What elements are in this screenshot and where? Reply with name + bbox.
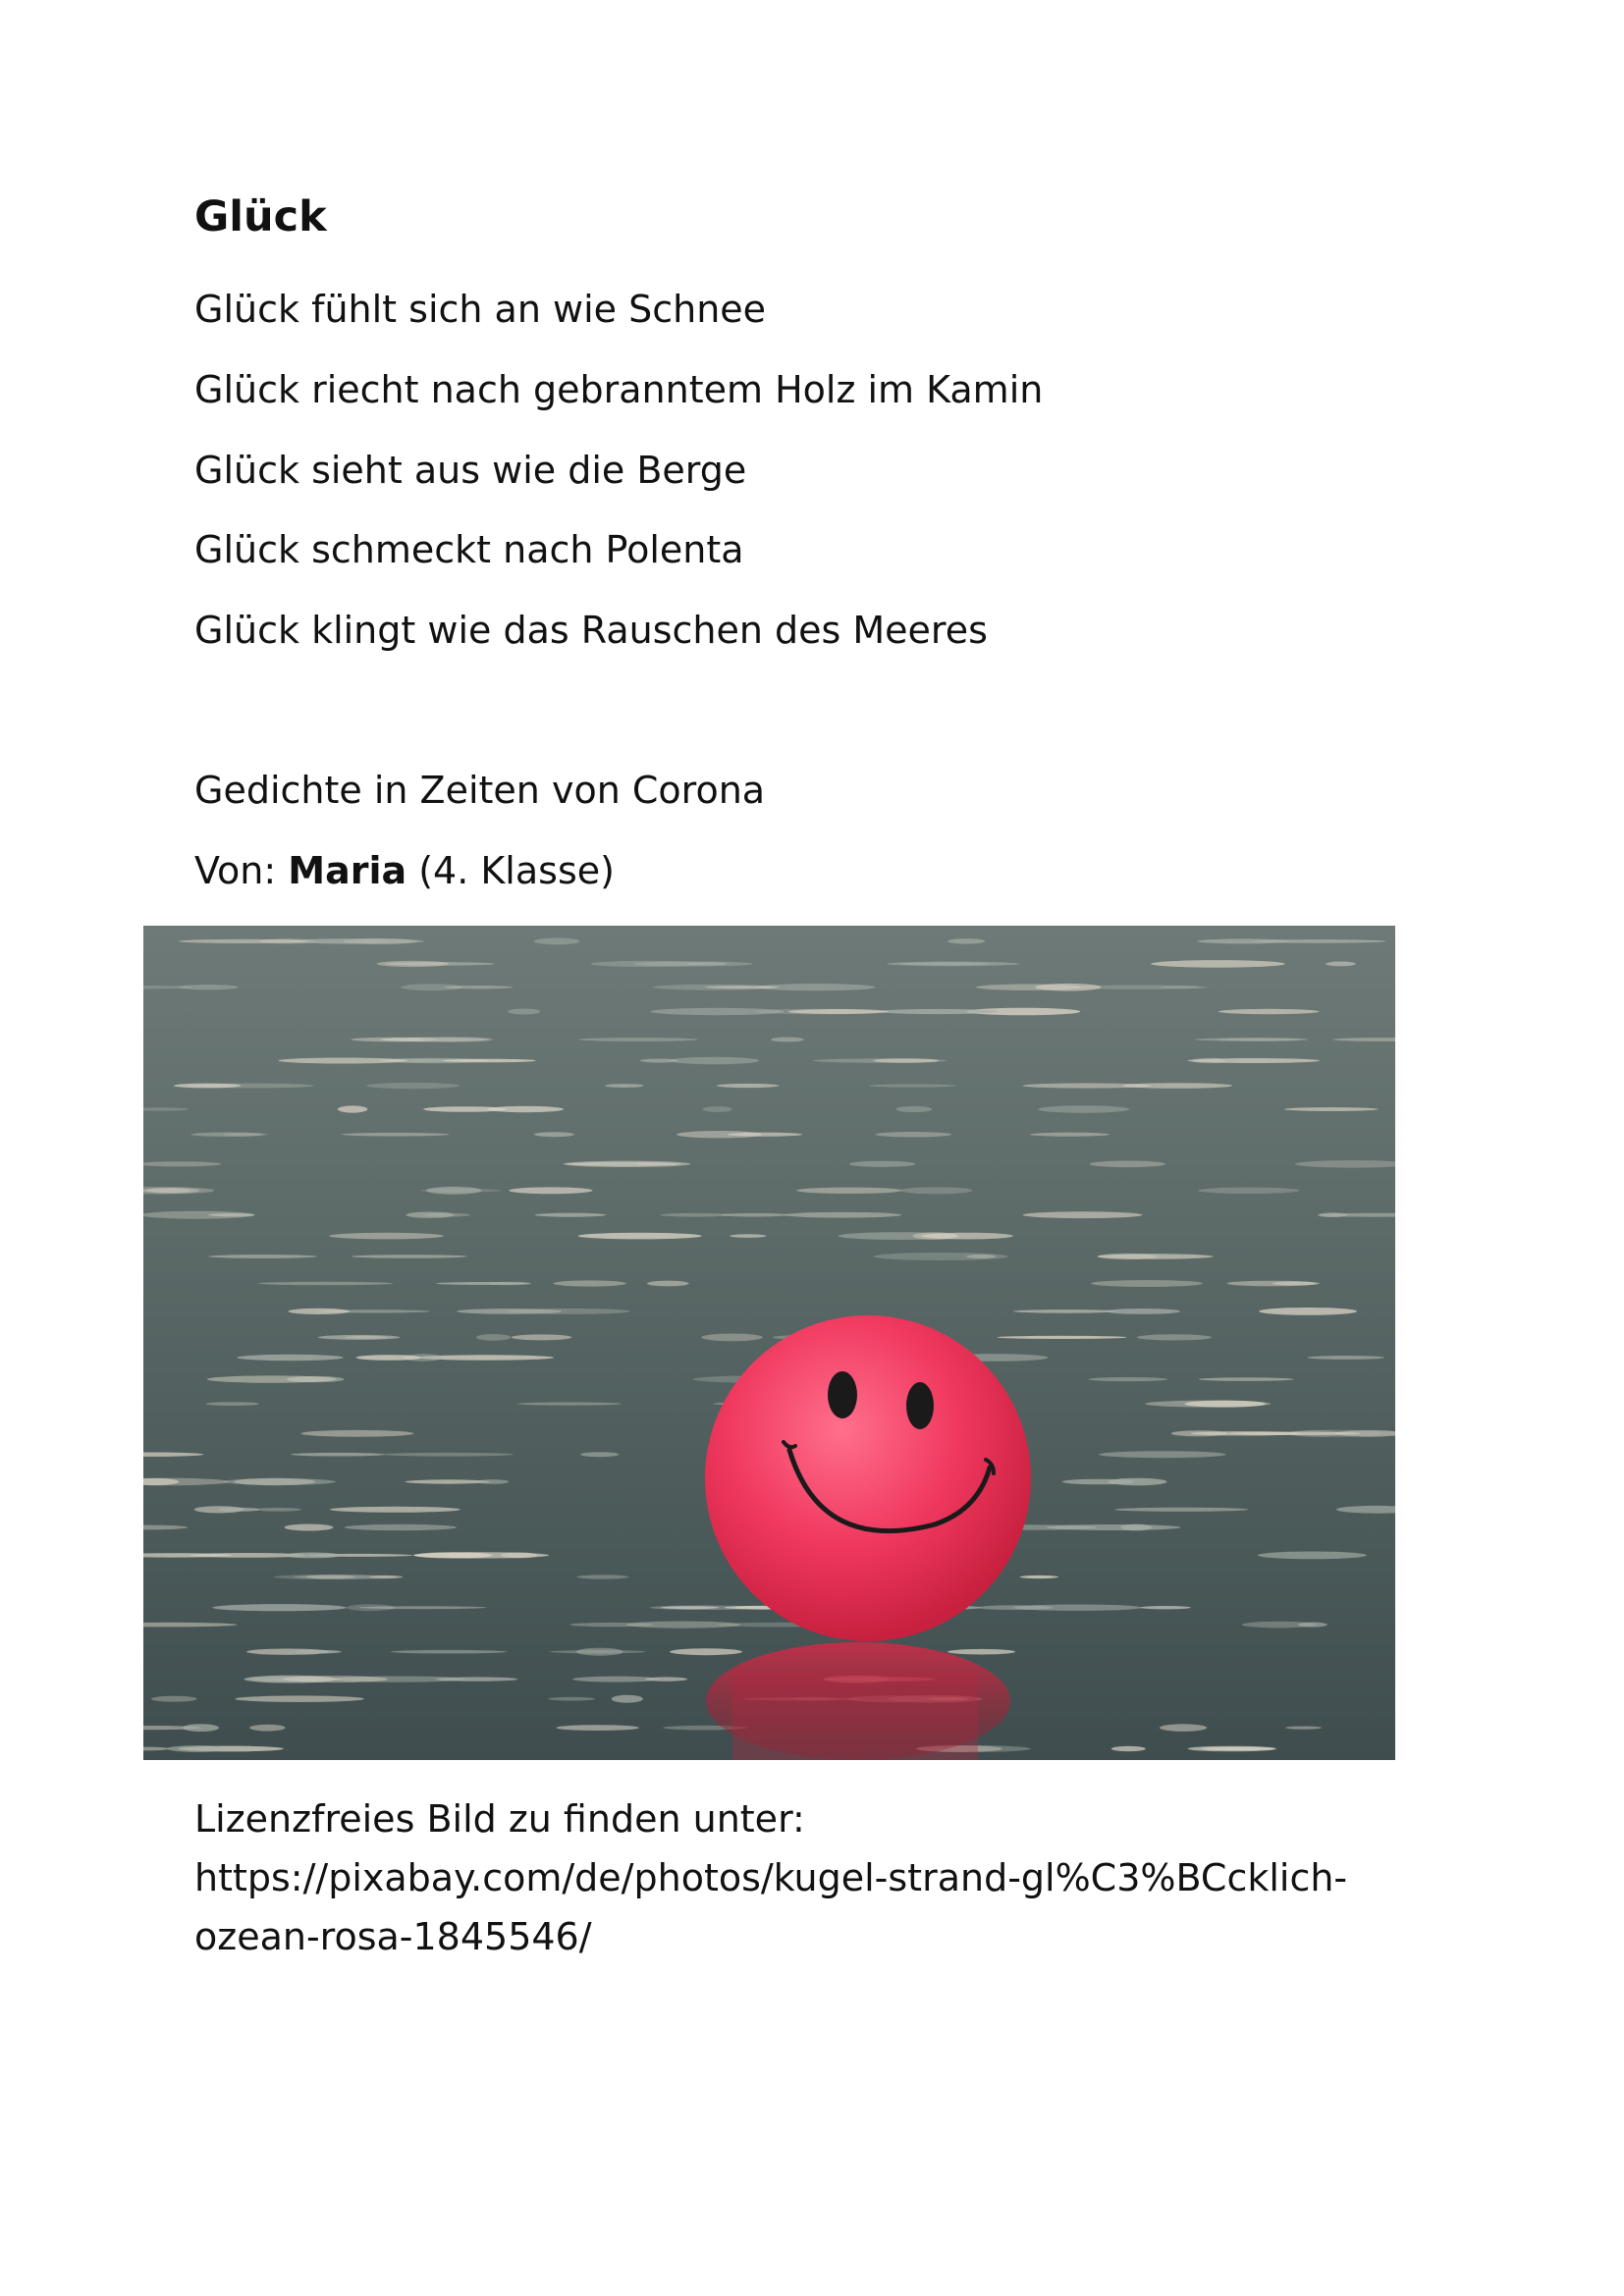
foam-streak <box>722 1213 787 1217</box>
image-credit-label: Lizenzfreies Bild zu finden unter: <box>194 1797 805 1841</box>
foam-streak <box>1188 1058 1320 1063</box>
foam-streak <box>352 1255 467 1258</box>
foam-streak <box>1307 1356 1384 1360</box>
foam-streak <box>289 1308 351 1314</box>
foam-streak <box>345 1336 388 1339</box>
image-credit-url: https://pixabay.com/de/photos/kugel-strand-gl%C3%BCcklich- <box>194 1856 1348 1899</box>
foam-streak <box>612 1695 643 1703</box>
foam-streak <box>174 1084 242 1089</box>
foam-streak <box>947 1649 1015 1655</box>
foam-streak <box>534 938 580 945</box>
foam-streak <box>535 1213 607 1217</box>
foam-streak <box>423 1106 507 1112</box>
foam-streak <box>578 1233 702 1240</box>
foam-streak <box>895 1106 932 1112</box>
foam-streak <box>420 1189 501 1192</box>
foam-streak <box>1030 1133 1110 1137</box>
foam-streak <box>1089 1377 1167 1381</box>
foam-streak <box>295 1650 342 1654</box>
foam-streak <box>1242 1622 1317 1629</box>
foam-streak <box>391 1650 508 1654</box>
foam-streak <box>1188 1746 1276 1752</box>
foam-streak <box>329 1233 444 1240</box>
foam-streak <box>873 1058 939 1063</box>
poem-title: Glück <box>194 192 327 241</box>
foam-streak <box>1137 1334 1212 1340</box>
foam-streak <box>1023 1211 1143 1218</box>
foam-streak <box>508 1009 540 1015</box>
foam-streak <box>553 1280 625 1286</box>
foam-streak <box>921 1233 1012 1240</box>
foam-streak <box>1140 1606 1190 1609</box>
foam-streak <box>358 1606 486 1609</box>
foam-streak <box>255 1508 301 1512</box>
foam-streak <box>476 1334 511 1341</box>
foam-streak <box>869 1084 956 1087</box>
foam-streak <box>879 1009 998 1014</box>
foam-streak <box>1013 1309 1117 1313</box>
smiley-ball <box>705 1315 1031 1641</box>
foam-streak <box>342 1133 450 1137</box>
foam-streak <box>1091 1280 1203 1287</box>
foam-streak <box>279 1058 407 1064</box>
foam-streak <box>556 1725 638 1731</box>
author-line <box>194 849 615 892</box>
poem-line: Glück klingt wie das Rauschen des Meeres <box>194 609 988 652</box>
foam-streak <box>876 1132 951 1137</box>
foam-streak <box>650 1008 784 1015</box>
foam-streak <box>512 1334 572 1340</box>
foam-streak <box>223 1478 336 1485</box>
foam-streak <box>640 1059 678 1063</box>
foam-streak <box>728 1133 802 1137</box>
foam-streak <box>1038 1105 1129 1113</box>
foam-streak <box>730 1234 766 1238</box>
foam-streak <box>1218 1009 1320 1014</box>
foam-streak <box>1099 1451 1226 1458</box>
author-name: Maria <box>288 849 407 892</box>
foam-streak <box>517 1403 623 1406</box>
foam-streak <box>947 938 985 943</box>
foam-streak <box>578 1038 697 1041</box>
foam-streak <box>997 1336 1126 1339</box>
foam-streak <box>978 1605 1054 1610</box>
foam-streak <box>771 1038 804 1042</box>
foam-streak <box>436 1282 529 1285</box>
foam-streak <box>421 1037 494 1042</box>
foam-streak <box>356 1355 421 1361</box>
foam-streak <box>661 1606 719 1609</box>
foam-streak <box>338 1105 367 1112</box>
foam-streak <box>1252 939 1386 943</box>
foam-streak <box>701 1334 762 1342</box>
foam-streak <box>670 1057 759 1065</box>
foam-streak <box>670 1648 742 1655</box>
foam-streak <box>283 1676 388 1682</box>
foam-streak <box>660 1213 731 1217</box>
foam-streak <box>717 1084 780 1088</box>
foam-streak <box>785 1212 902 1218</box>
foam-streak <box>1272 1282 1320 1286</box>
foam-streak <box>1285 1727 1322 1730</box>
foam-streak <box>285 1524 334 1531</box>
foam-streak <box>600 1161 639 1167</box>
foam-streak <box>212 1604 347 1611</box>
foam-streak <box>788 1009 889 1014</box>
foam-streak <box>284 1553 342 1559</box>
foam-streak <box>183 1724 219 1732</box>
foam-streak <box>377 961 449 967</box>
foam-streak <box>208 1255 317 1258</box>
image-credit-url-cont: ozean-rosa-1845546/ <box>194 1915 592 1958</box>
author-suffix: (4. Klasse) <box>406 849 615 892</box>
foam-streak <box>151 1696 197 1702</box>
foam-streak <box>534 1132 574 1137</box>
poem-line: Glück riecht nach gebranntem Holz im Kamin <box>194 368 1044 411</box>
foam-streak <box>900 1187 973 1194</box>
poem-line: Glück schmeckt nach Polenta <box>194 528 744 571</box>
foam-streak <box>258 1282 393 1285</box>
foam-streak <box>501 1552 537 1558</box>
foam-streak <box>966 1255 996 1258</box>
poem-line: Glück sieht aus wie die Berge <box>194 449 747 492</box>
foam-streak <box>1111 1746 1146 1751</box>
foam-streak <box>900 962 990 965</box>
foam-streak <box>1259 1308 1357 1315</box>
foam-streak <box>366 1083 460 1089</box>
foam-streak <box>605 1084 644 1088</box>
foam-streak <box>576 1575 628 1578</box>
foam-streak <box>218 1508 259 1512</box>
foam-streak <box>1160 1724 1207 1732</box>
foam-streak <box>1218 1038 1309 1041</box>
foam-streak <box>1106 1308 1180 1314</box>
foam-streak <box>445 986 514 988</box>
foam-streak <box>796 1188 902 1194</box>
foam-streak <box>457 1308 562 1314</box>
author-prefix: Von: <box>194 849 289 892</box>
foam-streak <box>580 1452 619 1457</box>
foam-streak <box>632 961 752 966</box>
foam-streak <box>550 1650 646 1653</box>
foam-streak <box>291 1453 385 1457</box>
foam-streak <box>509 1187 593 1194</box>
foam-streak <box>705 986 780 988</box>
poem-line: Glück fühlt sich an wie Schnee <box>194 288 767 331</box>
foam-streak <box>1097 1254 1213 1258</box>
foam-streak <box>235 1695 363 1702</box>
foam-streak <box>1121 1524 1153 1531</box>
foam-streak <box>289 938 424 943</box>
foam-streak <box>702 1106 731 1112</box>
foam-streak <box>572 1677 659 1682</box>
foam-streak <box>1114 1508 1249 1512</box>
foam-streak <box>647 1281 689 1287</box>
foam-streak <box>1090 1161 1165 1168</box>
foam-streak <box>436 1677 518 1681</box>
foam-streak <box>1228 1432 1361 1435</box>
foam-streak <box>1047 1524 1180 1530</box>
foam-streak <box>207 1375 336 1382</box>
foam-streak <box>301 1430 414 1437</box>
foam-streak <box>1284 1107 1379 1111</box>
foam-streak <box>330 1507 460 1513</box>
foam-streak <box>1326 962 1356 967</box>
foam-streak <box>477 1479 509 1484</box>
left-eye <box>828 1371 857 1418</box>
foam-streak <box>1062 1479 1135 1485</box>
series-title: Gedichte in Zeiten von Corona <box>194 769 766 812</box>
foam-streak <box>1151 960 1285 968</box>
foam-streak <box>1035 984 1101 991</box>
foam-streak <box>1258 1552 1367 1560</box>
water-background <box>143 926 1395 1760</box>
smiley-ball-photo <box>143 926 1395 1760</box>
right-eye <box>906 1382 934 1429</box>
foam-streak <box>423 1213 470 1217</box>
foam-streak <box>1198 1188 1299 1195</box>
foam-streak <box>208 1213 255 1216</box>
foam-streak <box>145 1188 199 1194</box>
foam-streak <box>1199 1377 1294 1381</box>
foam-streak <box>1022 1083 1152 1088</box>
foam-streak <box>249 1725 285 1732</box>
foam-streak <box>443 1059 535 1063</box>
foam-streak <box>345 1524 457 1530</box>
foam-streak <box>237 1355 343 1361</box>
foam-streak <box>1020 1575 1058 1578</box>
foam-streak <box>569 1623 654 1627</box>
foam-streak <box>167 1745 229 1752</box>
foam-streak <box>383 1453 514 1457</box>
foam-streak <box>1145 1401 1271 1408</box>
foam-streak <box>447 1552 488 1558</box>
foam-streak <box>179 939 308 943</box>
foam-streak <box>548 1697 595 1701</box>
foam-streak <box>849 1161 916 1167</box>
foam-streak <box>206 1402 259 1406</box>
ball-reflection <box>706 1642 1010 1760</box>
foam-streak <box>306 1575 355 1579</box>
foam-streak <box>1160 986 1208 988</box>
foam-streak <box>190 1133 263 1137</box>
